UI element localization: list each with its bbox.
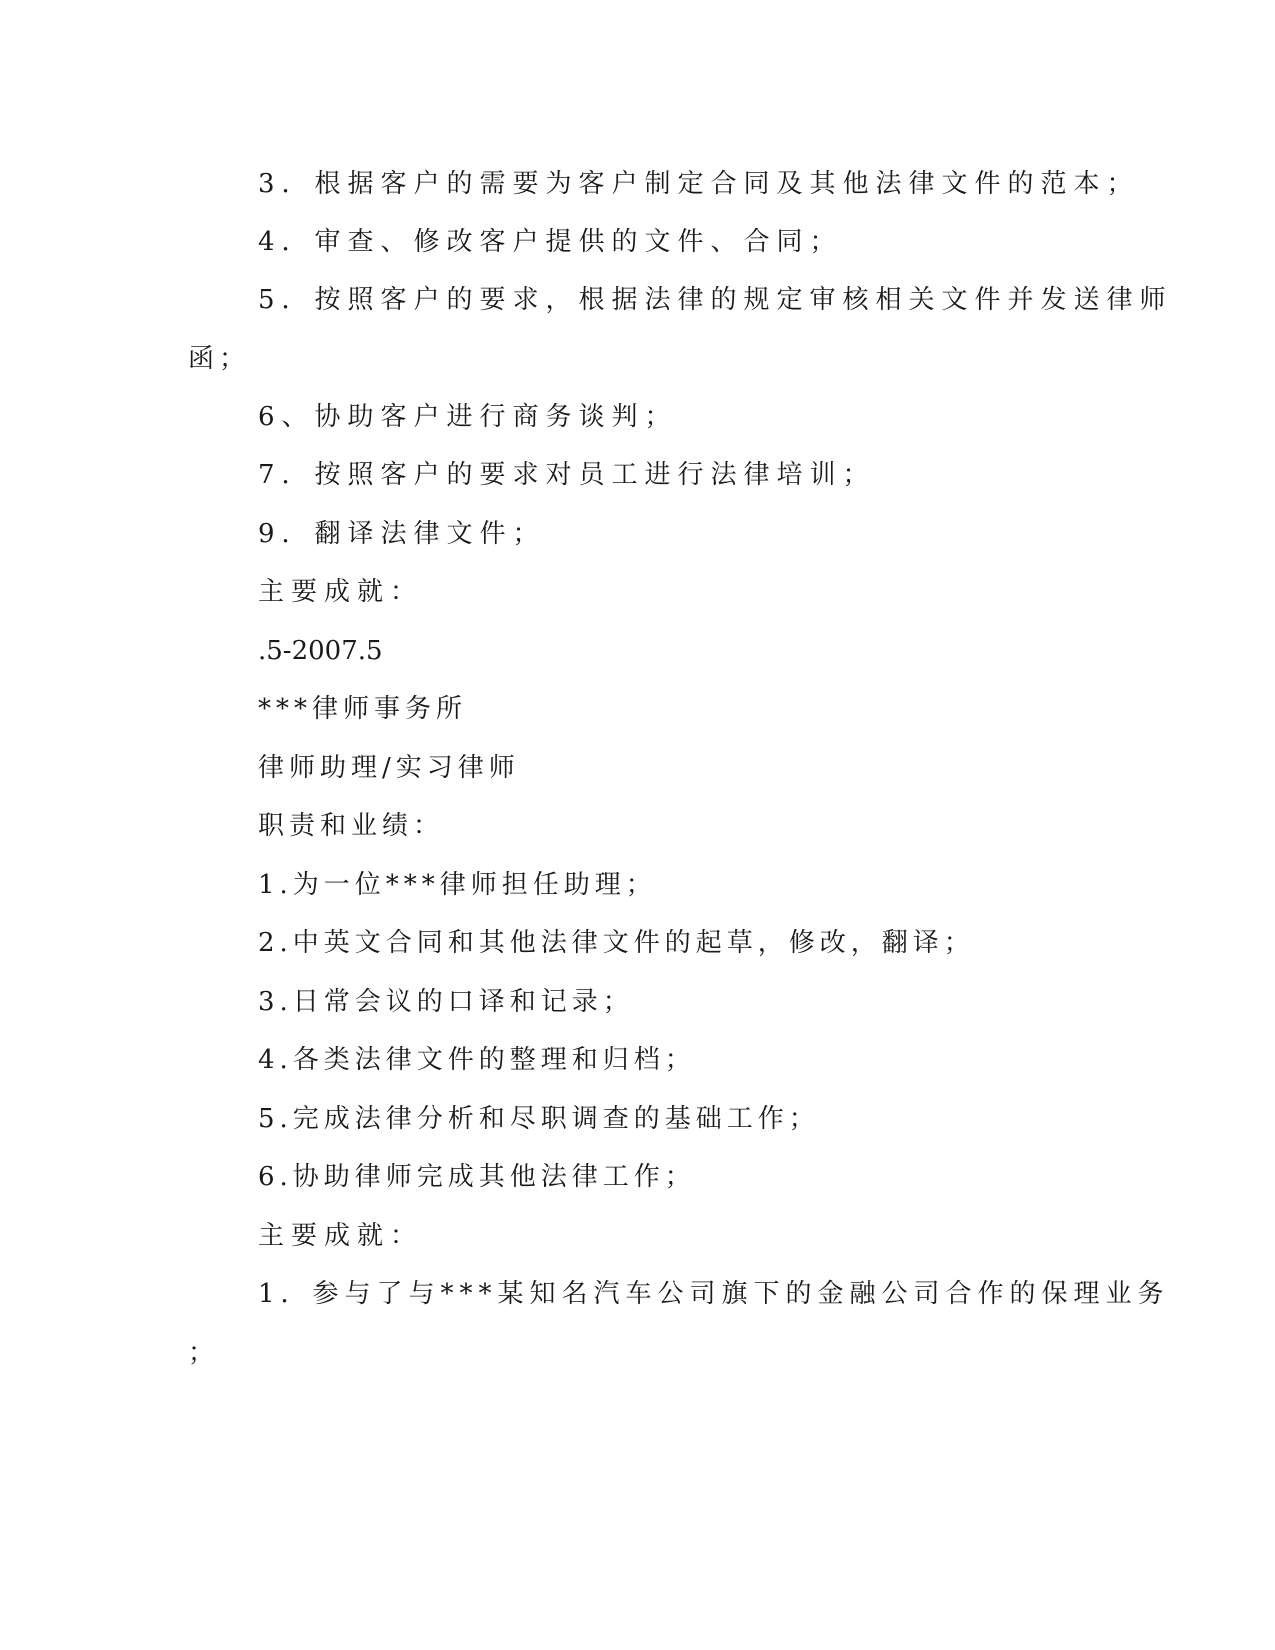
text-line: 职责和业绩： bbox=[258, 811, 445, 841]
text-line: 主要成就： bbox=[258, 1221, 424, 1251]
text-line: 9．翻译法律文件； bbox=[258, 519, 546, 549]
text-line: 2.中英文合同和其他法律文件的起草，修改，翻译； bbox=[258, 928, 975, 958]
text-line: 5．按照客户的要求，根据法律的规定审核相关文件并发送律师 bbox=[258, 285, 1173, 315]
text-line: 6.协助律师完成其他法律工作； bbox=[258, 1162, 696, 1192]
text-line: 1.为一位***律师担任助理； bbox=[258, 870, 657, 900]
text-line: 7．按照客户的要求对员工进行法律培训； bbox=[258, 460, 876, 490]
text-line: .5-2007.5 bbox=[258, 636, 383, 666]
text-line: 4．审查、修改客户提供的文件、合同； bbox=[258, 227, 843, 257]
text-line: 1．参与了与***某知名汽车公司旗下的金融公司合作的保理业务 bbox=[258, 1279, 1170, 1309]
text-line: 主要成就： bbox=[258, 577, 424, 607]
text-line: 4.各类法律文件的整理和归档； bbox=[258, 1045, 696, 1075]
text-line: 5.完成法律分析和尽职调查的基础工作； bbox=[258, 1104, 820, 1134]
text-line: ； bbox=[188, 1338, 220, 1368]
text-line: 3．根据客户的需要为客户制定合同及其他法律文件的范本； bbox=[258, 169, 1140, 199]
text-line: ***律师事务所 bbox=[258, 694, 468, 724]
text-line: 3.日常会议的口译和记录； bbox=[258, 987, 634, 1017]
text-line: 6、协助客户进行商务谈判； bbox=[258, 402, 678, 432]
text-line: 函； bbox=[188, 344, 251, 374]
text-line: 律师助理/实习律师 bbox=[258, 753, 520, 783]
